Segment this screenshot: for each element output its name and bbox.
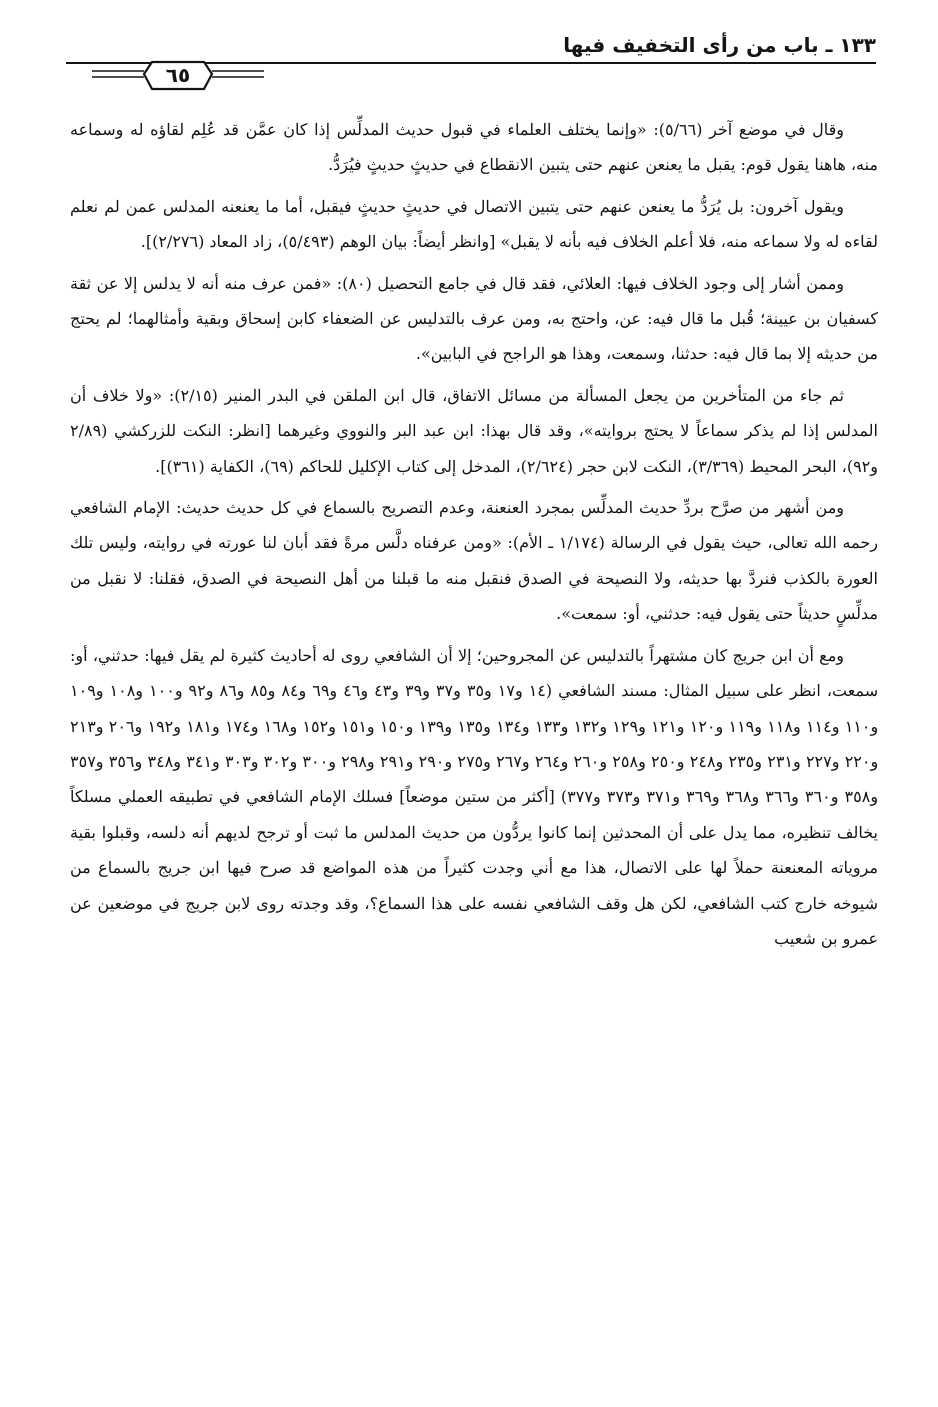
paragraph: ومن أشهر من صرَّح بردِّ حديث المدلِّس بمجرد العنعنة، وعدم التصريح بالسماع في كل حديث حديث: الإمام الشافعي رحمه الله تعالى، حيث يقول في الرسالة (١/١٧٤ ـ الأم): «ومن عرفناه دلَّس مرةً فقد أبان لنا عورته في روايته، وليس تلك العورة بالكذب فنردَّ بها حديثه، ولا النصيحة في الصدق فنقبل منه ما قبلنا من أهل النصيحة في الصدق، فقلنا: لا نقبل من مدلِّسٍ حديثاً حتى يقول فيه: حدثني، أو: سمعت». [70, 498, 879, 624]
page-number-frame [90, 58, 266, 94]
paragraph: ثم جاء من المتأخرين من يجعل المسألة من مسائل الاتفاق، قال ابن الملقن في البدر المنير (٢/١٥): «ولا خلاف أن المدلس إذا لم يذكر سماعاً لا يحتج بروايته»، وقد قال بهذا: ابن عبد البر والنووي وغيرهما [انظر: النكت للزركشي (٢/٨٩ و٩٢)، البحر المحيط (٣/٣٦٩)، النكت لابن حجر (٢/٦٢٤)، المدخل إلى كتاب الإكليل للحاكم (٦٩)، الكفاية (٣٦١)]. [70, 385, 878, 476]
paragraph: وقال في موضع آخر (٥/٦٦): «وإنما يختلف العلماء في قبول حديث المدلِّس إذا كان عمَّن قد عُلِم لقاؤه له وسماعه منه، هاهنا يقول قوم: يقبل ما يعنعن عنهم حتى يتبين الانقطاع في حديثٍ حديثٍ فيُرَدُّ. [70, 120, 878, 175]
running-head: ١٣٣ ـ باب من رأى التخفيف فيها [563, 33, 876, 57]
page-body [70, 112, 878, 962]
paragraph: ومع أن ابن جريج كان مشتهراً بالتدليس عن المجروحين؛ إلا أن الشافعي روى له أحاديث كثيرة لم يقل فيها: حدثني، أو: سمعت، انظر على سبيل المثال: مسند الشافعي (١٤ و١٧ و٣٥ و٣٧ و٣٩ و٤٣ و٤٦ و٦٩ و٨٤ و٨٥ و٨٦ و٩٢ و١٠٠ و١٠٨ و١٠٩ و١١٠ و١١٤ و١١٨ و١١٩ و١٢٠ و١٢١ و١٢٩ و١٣٢ و١٣٣ و١٣٤ و١٣٥ و١٣٩ و١٥٠ و١٥١ و١٥٢ و١٦٨ و١٧٤ و١٨١ و١٩٢ و٢٠٦ و٢١٣ و٢٢٠ و٢٢٧ و٢٣١ و٢٣٥ و٢٤٨ و٢٥٠ و٢٥٨ و٢٦٠ و٢٦٤ و٢٦٧ و٢٧٥ و٢٩٠ و٢٩١ و٢٩٨ و٣٠٠ و٣٠٢ و٣٠٣ و٣٤١ و٣٤٨ و٣٥٦ و٣٥٧ و٣٥٨ و٣٦٠ و٣٦٦ و٣٦٨ و٣٦٩ و٣٧١ و٣٧٣ و٣٧٧) [أكثر من ستين موضعاً] فسلك الإمام الشافعي في تطبيقه العملي مسلكاً يخالف تنظيره، مما يدل على أن المحدثين إنما كانوا يردُّون من حديث المدلس ما ثبت أو ترجح لديهم أنه دلسه، وقبلوا بقية مروياته المعنعنة حملاً لها على الاتصال، هذا مع أني وجدت كثيراً من هذه المواضع قد صرح فيها ابن جريج بالسماع من شيوخه خارج كتب الشافعي، لكن هل وقف الشافعي نفسه على هذا السماع؟، وقد وجدته روى لابن جريج في موضعين عن عمرو بن شعيب [70, 645, 879, 948]
page-number: ٦٥ [165, 63, 191, 87]
page-header [66, 28, 876, 94]
paragraph: وممن أشار إلى وجود الخلاف فيها: العلائي، فقد قال في جامع التحصيل (٨٠): «فمن عرف منه أنه لا يدلس إلا عن ثقة كسفيان بن عيينة؛ قُبل ما قال فيه: عن، واحتج به، ومن عرف بالتدليس عن الضعفاء كابن إسحاق وبقية وأمثالهما؛ لم يحتج من حديثه إلا بما قال فيه: حدثنا، وسمعت، وهذا هو الراجح في البابين». [70, 273, 878, 364]
paragraph: ويقول آخرون: بل يُرَدُّ ما يعنعن عنهم حتى يتبين الاتصال في حديثٍ حديثٍ فيقبل، أما ما يعنعنه المدلس عمن لم نعلم لقاءه له ولا سماعه منه، فلا أعلم الخلاف فيه بأنه لا يقبل» [وانظر أيضاً: بيان الوهم (٥/٤٩٣)، زاد المعاد (٢/٢٧٦)]. [70, 196, 878, 252]
